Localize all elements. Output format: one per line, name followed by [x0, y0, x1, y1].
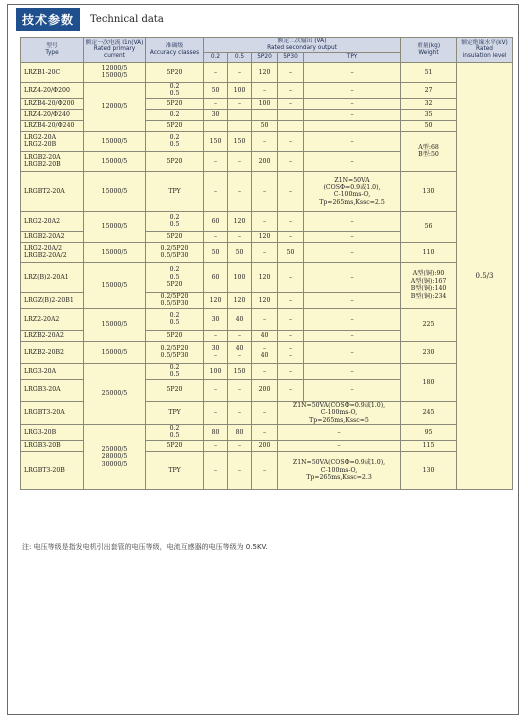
output-5p20-cell: – [252, 82, 278, 98]
output-tpy-cell: – [304, 211, 401, 231]
output-tpy-cell: – [304, 341, 401, 363]
output-5p20-cell: – [252, 424, 278, 440]
output-05-cell: 120 [228, 211, 252, 231]
type-cell: LRZ4-20/Φ240 [21, 109, 84, 120]
output-02-cell: – [204, 330, 228, 341]
output-02-cell: 30 [204, 109, 228, 120]
weight-cell: 51 [401, 62, 457, 82]
primary-current-cell: 25000/5 28000/5 30000/5 [84, 424, 146, 489]
weight-cell: 115 [401, 440, 457, 451]
type-cell: LRGZ(B)2-20B1 [21, 292, 84, 308]
output-5p30-cell: – [278, 82, 304, 98]
output-tpy-cell: – [304, 131, 401, 151]
table-row [21, 171, 513, 211]
output-5p20-cell: 40 [252, 330, 278, 341]
insulation-level-cell: 0.5/3 [457, 62, 513, 489]
output-5p30-cell: – [278, 292, 304, 308]
type-cell: LRZ(B)2-20A1 [21, 262, 84, 292]
output-5p30-cell: 50 [278, 242, 304, 262]
output-05-cell: 40 [228, 308, 252, 330]
output-5p20-cell: – [252, 131, 278, 151]
col-primary: 额定一次电流 I1n(VA) Rated primary current [84, 38, 146, 63]
output-02-cell: – [204, 151, 228, 171]
weight-cell: 50 [401, 120, 457, 131]
col-accuracy: 准确级 Accuracy classes [146, 38, 204, 63]
type-cell: LRZB4-20/Φ200 [21, 98, 84, 109]
type-cell: LRG3-20A [21, 363, 84, 379]
type-cell: LRGB3-20B [21, 440, 84, 451]
output-02-cell: – [204, 231, 228, 242]
type-cell: LRZB2-20A2 [21, 330, 84, 341]
accuracy-cell: 0.2 0.5 5P20 [146, 262, 204, 292]
output-05-cell: – [228, 62, 252, 82]
output-5p30-cell: – [278, 308, 304, 330]
output-05-cell: – [228, 330, 252, 341]
col-output-5p20: 5P20 [252, 52, 278, 62]
output-tpy-cell: – [278, 440, 401, 451]
output-5p30-cell: – [278, 62, 304, 82]
output-05-cell: – [228, 451, 252, 489]
output-5p20-cell: 200 [252, 379, 278, 401]
primary-current-cell: 15000/5 [84, 262, 146, 308]
col-output-05: 0.5 [228, 52, 252, 62]
output-5p20-cell: – 40 [252, 341, 278, 363]
output-05-cell: – [228, 171, 252, 211]
output-5p20-cell [252, 109, 278, 120]
accuracy-cell: 5P20 [146, 98, 204, 109]
output-02-cell: – [204, 62, 228, 82]
output-02-cell: 80 [204, 424, 228, 440]
output-5p30-cell: – [278, 211, 304, 231]
weight-cell: 225 [401, 308, 457, 341]
output-05-cell: – [228, 98, 252, 109]
table-row [21, 242, 513, 262]
output-02-cell: 100 [204, 363, 228, 379]
output-05-cell [228, 120, 252, 131]
output-5p30-cell: – [278, 98, 304, 109]
primary-current-cell: 15000/5 [84, 242, 146, 262]
output-5p20-cell: 100 [252, 98, 278, 109]
output-5p30-cell: – [278, 262, 304, 292]
col-output-5p30: 5P30 [278, 52, 304, 62]
output-tpy-cell: – [304, 379, 401, 401]
output-5p30-cell: – [278, 131, 304, 151]
output-tpy-cell: – [304, 82, 401, 98]
weight-cell: A型:68 B型:50 [401, 131, 457, 171]
col-type: 型号 Type [21, 38, 84, 63]
accuracy-cell: 5P20 [146, 379, 204, 401]
accuracy-cell: TPY [146, 401, 204, 424]
output-tpy-cell: – [304, 330, 401, 341]
primary-current-cell: 15000/5 [84, 171, 146, 211]
weight-cell: 130 [401, 451, 457, 489]
output-tpy-cell: – [304, 262, 401, 292]
output-5p20-cell: – [252, 401, 278, 424]
output-tpy-cell: – [304, 109, 401, 120]
primary-current-cell: 12000/5 15000/5 [84, 62, 146, 82]
output-tpy-cell: – [304, 62, 401, 82]
output-5p20-cell: 50 [252, 120, 278, 131]
output-05-cell: – [228, 379, 252, 401]
output-5p20-cell: 120 [252, 62, 278, 82]
output-tpy-cell: – [278, 424, 401, 440]
output-5p30-cell: – [278, 330, 304, 341]
output-05-cell: 40 – [228, 341, 252, 363]
weight-cell: 32 [401, 98, 457, 109]
output-5p30-cell: – [278, 151, 304, 171]
type-cell: LRGB3-20A [21, 379, 84, 401]
output-02-cell: – [204, 440, 228, 451]
table-row [21, 308, 513, 330]
type-cell: LRG2-20A LRG2-20B [21, 131, 84, 151]
output-02-cell: 50 [204, 242, 228, 262]
table-row [21, 424, 513, 440]
type-cell: LRZB1-20C [21, 62, 84, 82]
accuracy-cell: 0.2/5P20 0.5/5P30 [146, 242, 204, 262]
col-output-tpy: TPY [304, 52, 401, 62]
output-tpy-cell: – [304, 292, 401, 308]
output-5p30-cell: – [278, 379, 304, 401]
output-5p20-cell: – [252, 363, 278, 379]
weight-cell: 56 [401, 211, 457, 242]
output-05-cell: – [228, 440, 252, 451]
type-cell: LRGB2-20A2 [21, 231, 84, 242]
output-5p20-cell: – [252, 308, 278, 330]
output-02-cell: – [204, 98, 228, 109]
output-5p20-cell: – [252, 171, 278, 211]
output-5p30-cell: – [278, 363, 304, 379]
output-tpy-cell: – [304, 308, 401, 330]
output-05-cell: 50 [228, 242, 252, 262]
output-02-cell: – [204, 401, 228, 424]
accuracy-cell: 0.2 0.5 [146, 363, 204, 379]
output-tpy-cell: – [304, 98, 401, 109]
output-02-cell [204, 120, 228, 131]
output-05-cell: 100 [228, 262, 252, 292]
primary-current-cell: 15000/5 [84, 151, 146, 171]
output-05-cell: 100 [228, 82, 252, 98]
table-row [21, 363, 513, 379]
primary-current-cell: 15000/5 [84, 131, 146, 151]
output-05-cell: – [228, 401, 252, 424]
output-05-cell: – [228, 231, 252, 242]
accuracy-cell: 0.2/5P20 0.5/5P30 [146, 341, 204, 363]
accuracy-cell: TPY [146, 171, 204, 211]
table-row [21, 341, 513, 363]
table-row [21, 62, 513, 82]
output-05-cell: – [228, 151, 252, 171]
weight-cell: 230 [401, 341, 457, 363]
output-02-cell: 30 [204, 308, 228, 330]
output-5p30-cell [278, 120, 304, 131]
section-title-zh: 技术参数 [16, 8, 80, 31]
table-row [21, 211, 513, 231]
accuracy-cell: 5P20 [146, 330, 204, 341]
output-5p30-cell: – – [278, 341, 304, 363]
output-tpy-cell: – [304, 151, 401, 171]
weight-cell: 245 [401, 401, 457, 424]
accuracy-cell: 0.2/5P20 0.5/5P30 [146, 292, 204, 308]
primary-current-cell: 12000/5 [84, 82, 146, 131]
technical-data-table [20, 37, 513, 490]
accuracy-cell: 0.2 0.5 [146, 131, 204, 151]
output-tpy-cell: Z1N=50VA(COSΦ=0.9或1.0), C-100ms-O, Tp=265ms,Kssc=2.3 [278, 451, 401, 489]
output-5p20-cell: – [252, 451, 278, 489]
output-tpy-cell: – [304, 363, 401, 379]
output-02-cell: 120 [204, 292, 228, 308]
type-cell: LRGB2-20A LRGB2-20B [21, 151, 84, 171]
table-row [21, 82, 513, 98]
col-secondary: 额定二次输出 (VA) Rated secondary output [204, 38, 401, 53]
weight-cell: 180 [401, 363, 457, 401]
accuracy-cell: TPY [146, 451, 204, 489]
output-02-cell: 30 – [204, 341, 228, 363]
weight-cell: 110 [401, 242, 457, 262]
accuracy-cell: 5P20 [146, 151, 204, 171]
primary-current-cell: 15000/5 [84, 341, 146, 363]
primary-current-cell: 15000/5 [84, 308, 146, 341]
output-5p20-cell: 200 [252, 440, 278, 451]
output-5p30-cell: – [278, 171, 304, 211]
output-02-cell: – [204, 379, 228, 401]
output-02-cell: – [204, 451, 228, 489]
output-5p20-cell: 120 [252, 292, 278, 308]
accuracy-cell: 5P20 [146, 62, 204, 82]
accuracy-cell: 0.2 0.5 [146, 211, 204, 231]
type-cell: LRGBT3-20B [21, 451, 84, 489]
output-5p20-cell: – [252, 211, 278, 231]
type-cell: LRZ2-20A2 [21, 308, 84, 330]
output-tpy-cell: Z1N=50VA (COSΦ=0.9或1.0), C-100ms-O, Tp=265ms,Kssc=2.5 [304, 171, 401, 211]
output-5p20-cell: – [252, 242, 278, 262]
output-02-cell: 60 [204, 211, 228, 231]
type-cell: LRZB2-20B2 [21, 341, 84, 363]
weight-cell: 27 [401, 82, 457, 98]
output-05-cell: 120 [228, 292, 252, 308]
output-5p30-cell [278, 109, 304, 120]
primary-current-cell: 25000/5 [84, 363, 146, 424]
col-output-02: 0.2 [204, 52, 228, 62]
section-header [16, 8, 164, 30]
accuracy-cell: 5P20 [146, 120, 204, 131]
type-cell: LRG3-20B [21, 424, 84, 440]
accuracy-cell: 0.2 [146, 109, 204, 120]
output-05-cell: 150 [228, 363, 252, 379]
output-5p30-cell: – [278, 231, 304, 242]
primary-current-cell: 15000/5 [84, 211, 146, 242]
output-5p20-cell: 120 [252, 262, 278, 292]
col-insulation: 额定绝缘水平(kV) Rated insulation level [457, 38, 513, 63]
type-cell: LRG2-20A/2 LRGB2-20A/2 [21, 242, 84, 262]
footnote: 注: 电压等级是指发电机引出套管的电压等级，电流互感器的电压等级为 0.5KV. [22, 543, 268, 551]
output-02-cell: 50 [204, 82, 228, 98]
output-5p20-cell: 120 [252, 231, 278, 242]
col-weight: 重量(kg) Weight [401, 38, 457, 63]
weight-cell: 130 [401, 171, 457, 211]
type-cell: LRGBT3-20A [21, 401, 84, 424]
section-title-en: Technical data [90, 13, 164, 25]
output-02-cell: 150 [204, 131, 228, 151]
accuracy-cell: 0.2 0.5 [146, 308, 204, 330]
accuracy-cell: 0.2 0.5 [146, 424, 204, 440]
output-02-cell: – [204, 171, 228, 211]
table-row [21, 262, 513, 292]
weight-cell: 35 [401, 109, 457, 120]
output-05-cell: 150 [228, 131, 252, 151]
output-02-cell: 60 [204, 262, 228, 292]
accuracy-cell: 5P20 [146, 440, 204, 451]
output-05-cell: 80 [228, 424, 252, 440]
type-cell: LRZB4-20/Φ240 [21, 120, 84, 131]
type-cell: LRZ4-20/Φ200 [21, 82, 84, 98]
type-cell: LRGBT2-20A [21, 171, 84, 211]
accuracy-cell: 0.2 0.5 [146, 82, 204, 98]
weight-cell: 95 [401, 424, 457, 440]
output-tpy-cell: – [304, 231, 401, 242]
output-05-cell [228, 109, 252, 120]
output-tpy-cell: Z1N=50VA(COSΦ=0.9或1.0), C-100ms-O, Tp=265ms,Kssc=5 [278, 401, 401, 424]
output-5p20-cell: 200 [252, 151, 278, 171]
weight-cell: A型(铜):90 A型(铜):167 B型(铜):140 B型(铜):234 [401, 262, 457, 308]
output-tpy-cell [304, 120, 401, 131]
type-cell: LRG2-20A2 [21, 211, 84, 231]
output-tpy-cell: – [304, 242, 401, 262]
accuracy-cell: 5P20 [146, 231, 204, 242]
table-row [21, 131, 513, 151]
